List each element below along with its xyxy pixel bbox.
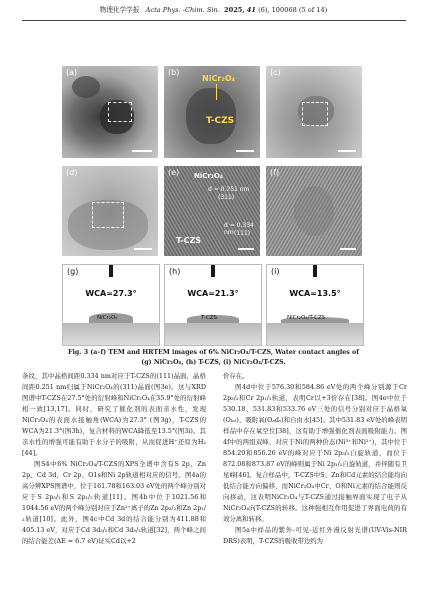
paragraph: 图S4中6% NiCr₂O₄/T-CZS的XPS全谱中含有S 2p、Zn 2p、Cd 3d、Cr 2p、O1s和Ni 2p轨道相对应的信号。图4a的高分辨XPS图谱中，位于161.78和163.03 eV处的两个峰分别对应于S 2p₃/₂和S 2p₁/₂轨道[11]。图4b中位于1021.56和1044.56 eV的两个峰分别对应于Zn²⁺离子的Zn 2p₃/₂和Zn 2p₁/₂轨道[10]。此外，图4c中Cd 3d的结合能分别为411.88和405.13 eV，对应于Cd 3d₃/₂和Cd 3d₅/₂轨道[32]，两个峰之间的结合能差(ΔE = 6.7 eV)证实Cd以+2	[22, 460, 206, 545]
tem-panel-c	[266, 66, 362, 158]
sample-label: NiCr₂O₄	[97, 315, 118, 321]
sample-label: T-CZS	[201, 315, 217, 321]
nicr2o4-label: NiCr₂O₄	[202, 74, 236, 83]
journal-issue-ref: (6), 100068 (5 of 14)	[258, 6, 328, 14]
wca-value: WCA=27.3°	[85, 289, 137, 298]
plane-label: (311)	[218, 194, 235, 201]
hrtem-panel-e	[164, 166, 260, 256]
tczs-label: T-CZS	[176, 236, 202, 245]
plane-label: (111)	[234, 230, 251, 237]
panel-label: (d)	[66, 168, 78, 177]
header-rule	[22, 20, 406, 21]
body-column-right	[223, 371, 407, 547]
journal-year: 2025,	[224, 6, 245, 14]
panel-label: (i)	[271, 267, 280, 276]
figure-caption-line-2: (g) NiCr₂O₄, (h) T-CZS, (i) NiCr₂O₄/T-CZS.	[141, 359, 286, 366]
body-column-left	[22, 371, 206, 547]
wca-panel-i	[266, 264, 364, 346]
lattice-spacing-label: d = 0.334 nm	[224, 222, 254, 236]
running-header	[0, 6, 427, 15]
figure-caption-line-1: Fig. 3 (a–f) TEM and HRTEM images of 6% NiCr₂O₄/T-CZS, Water contact angles of	[68, 349, 359, 356]
panel-label: (b)	[168, 68, 180, 77]
wca-panel-g	[62, 264, 160, 346]
paragraph: 图4d中位于576.30和584.86 eV处的两个峰分别源于Cr 2p₃/₂和Cr 2p₁/₂轨道，表明Cr以+3价存在[38]。图4e中位于530.18、531.83和533.76 eV三处的信号分别对应于晶格氧(Oₗₐₜ)、吸附氧(Oₐdₛ)和自由水[45]。其中531.83 eV处的峰表明样品中存在氧空位[38]，这有助于增强催化剂表面吸附能力。图4f中的两组双峰，对应于Ni的两种价态(Ni³⁺和Ni²⁺)，其中位于854.29和856.26 eV的峰对应于Ni 2p₃/₂自旋轨道，而位于872.08和873.87 eV的峰则属于Ni 2p₁/₂自旋轨道，并伴随有卫星峰[46]。复合样品中，T-CZS中S、Zn和Cd元素的结合能均向低结合能方向偏移，而NiCr₂O₄中Cr、O和Ni元素的结合能则反向移动，这表明NiCr₂O₄与T-CZS通过接触界面实现了电子从NiCr₂O₄向T-CZS的转移。这种强相互作用促进了界面电荷的有效分离和转移。	[223, 383, 407, 523]
wca-value: WCA=21.3°	[187, 289, 239, 298]
tem-panel-b	[164, 66, 260, 158]
paragraph: 图5a中样品的紫外-可见-近红外漫反射光谱(UV-Vis-NIR DRS)表明，T-CZS的吸收带边约为	[223, 526, 407, 545]
panel-label: (f)	[270, 168, 280, 177]
hrtem-panel-f	[266, 166, 362, 256]
tczs-label: T-CZS	[206, 116, 235, 126]
wca-panel-h	[164, 264, 262, 346]
lattice-spacing-label: d = 0.251 nm	[208, 186, 250, 193]
panel-label: (a)	[66, 68, 78, 77]
journal-volume: 41	[246, 6, 256, 14]
tem-panel-d	[62, 166, 158, 256]
journal-title-cn: 物理化学学报	[99, 6, 140, 14]
tem-panel-a	[62, 66, 158, 158]
nicr2o4-label: NiCr₂O₄	[194, 172, 223, 180]
sample-label: NiCr₂O₄/T-CZS	[287, 315, 326, 321]
panel-label: (g)	[67, 267, 79, 276]
paragraph: 条纹，其中晶格间距0.334 nm对应于T-CZS的(111)晶面，晶格间距0.251 nm归属于NiCr₂O₄的(311)晶面(图3e)。这与XRD图谱中T-CZS在27.5°处的衍射峰和NiCr₂O₄在35.9°处的衍射峰相一致[13,17]。同时，研究了催化剂的表面亲水性，发现NiCr₂O₄的表面水接触角(WCA)为27.3° (图3g)，T-CZS的WCA为21.3°(图3h)，复合材料的WCA降低至13.5°(图3i)。其亲水性的增强可能有助于水分子的吸附，从而促进H⁺还原为H₂ [44]。	[22, 372, 206, 457]
paragraph: 价存在。	[223, 372, 249, 380]
wca-value: WCA=13.5°	[289, 289, 341, 298]
panel-label: (e)	[168, 168, 180, 177]
journal-title-en: Acta Phys. -Chim. Sin.	[145, 6, 220, 14]
panel-label: (h)	[169, 267, 181, 276]
panel-label: (c)	[270, 68, 281, 77]
